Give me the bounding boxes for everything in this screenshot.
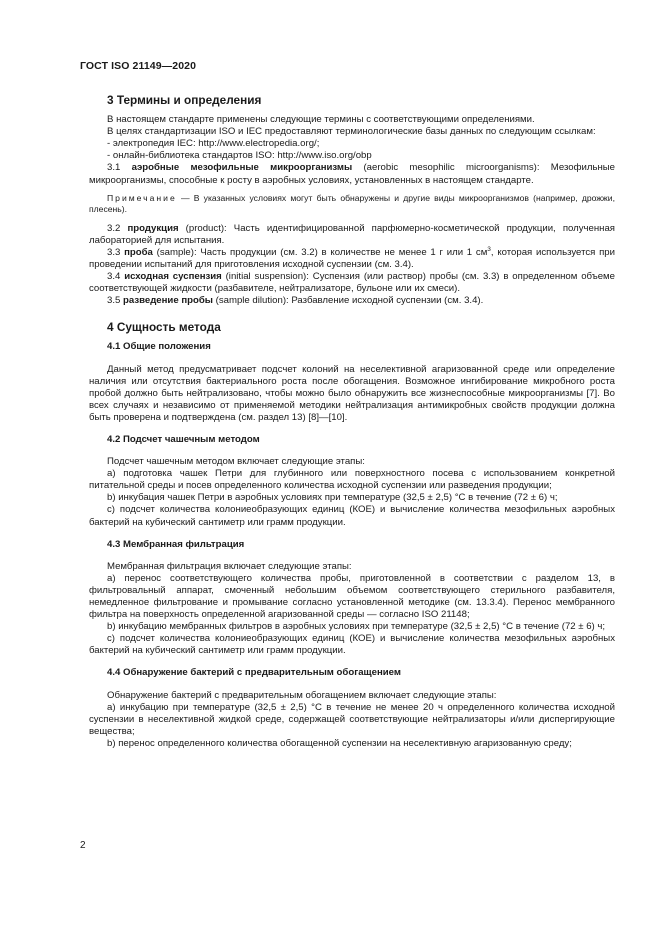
subsection-4-1-title: 4.1 Общие положения xyxy=(107,341,211,353)
list-item: a) подготовка чашек Петри для глубинного или поверхностного посева с использованием конкретной питательной среды и посев определенного количества исходной суспензии или разведения продукции; xyxy=(89,468,615,492)
term-3-1 xyxy=(89,162,615,186)
section-3-paragraph: В настоящем стандарте применены следующие термины с соответствующими определениями. xyxy=(107,114,535,126)
list-intro: Обнаружение бактерий с предварительным обогащением включает следующие этапы: xyxy=(107,689,497,701)
reference-link-iec: - электропедия IEC: http://www.electropedia.org/; xyxy=(107,138,320,150)
term-number: 3.3 xyxy=(107,246,121,258)
section-3-paragraph: В целях стандартизации ISO и IEC предоставляют терминологические базы данных по следующим ссылкам: xyxy=(107,126,596,138)
term-3-3 xyxy=(89,247,615,271)
term-3-4 xyxy=(89,271,615,295)
list-intro: Мембранная фильтрация включает следующие этапы: xyxy=(107,560,352,572)
document-body xyxy=(89,90,615,750)
term-name: исходная суспензия xyxy=(124,271,222,283)
superscript: 3 xyxy=(487,245,491,253)
reference-link-iso: - онлайн-библиотека стандартов ISO: http://www.iso.org/obp xyxy=(107,150,372,162)
list-item: a) инкубацию при температуре (32,5 ± 2,5) °С в течение не менее 20 ч определенного количества исходной суспензии в неселективной жидкой среде, содержащей соответствующие нейтрализаторы и/или диспергирующие вещества; xyxy=(89,701,615,737)
term-definition: (sample dilution): Разбавление исходной суспензии (см. 3.4). xyxy=(212,295,484,307)
term-name: разведение пробы xyxy=(123,295,213,307)
term-3-5 xyxy=(89,295,615,307)
page-number: 2 xyxy=(80,840,86,851)
list-item: a) перенос соответствующего количества пробы, приготовленной в соответствии с разделом 13, в фильтровальный аппарат, смоченный небольшим объемом соответствующего стерильного разбавителя, немедленное фильтрование и промывание согласно установленной методике (см. 13.3.4). Перенос мембранного фильтра на поверхность определенной агаризованной среды — согласно ISO 21148; xyxy=(89,572,615,621)
section-3-title: 3 Термины и определения xyxy=(107,93,262,107)
term-3-2 xyxy=(89,223,615,247)
subsection-4-2-title: 4.2 Подсчет чашечным методом xyxy=(107,433,260,445)
term-definition: (sample): Часть продукции (см. 3.2) в количестве не менее 1 г или 1 см xyxy=(152,246,488,258)
section-4-title: 4 Сущность метода xyxy=(107,320,221,335)
term-number: 3.2 xyxy=(107,222,121,234)
note-label: Примечание xyxy=(107,192,177,203)
standard-header: ГОСТ ISO 21149—2020 xyxy=(80,60,197,72)
term-definition: , которая используется при проведении испытаний для приготовления исходной суспензии (см. 3.4). xyxy=(89,246,615,270)
note-text: — В указанных условиях могут быть обнаружены и другие виды микроорганизмов (например, дрожжи, плесень). xyxy=(89,192,615,214)
note xyxy=(89,193,615,215)
list-item: b) инкубацию мембранных фильтров в аэробных условиях при температуре (32,5 ± 2,5) °С в течение (72 ± 6) ч; xyxy=(107,621,606,633)
subsection-4-1-text: Данный метод предусматривает подсчет колоний на неселективной агаризованной среде или определение наличия или отсутствия бактериального роста после обогащения. Возможное ингибирование микробного роста пробой должно быть нейтрализовано, чтобы можно было обнаружить все жизнеспособные микроорганизмы [7]. Во всех случаях и независимо от применяемой методики нейтрализация антимикробных свойств продукции должна быть проверена и подтверждена (см. раздел 13) [8]—[10]. xyxy=(89,363,615,423)
term-number: 3.4 xyxy=(107,271,121,283)
term-number: 3.5 xyxy=(107,295,121,307)
term-definition: (product): Часть идентифицированной парфюмерно-косметической продукции, полученная лабораторией для испытания. xyxy=(89,222,615,246)
subsection-4-3-title: 4.3 Мембранная фильтрация xyxy=(107,538,245,550)
list-item: c) подсчет количества колониеобразующих единиц (КОЕ) и вычисление количества мезофильных аэробных бактерий на кубический сантиметр или грамм продукции. xyxy=(89,633,615,657)
subsection-4-4-title: 4.4 Обнаружение бактерий с предварительным обогащением xyxy=(107,667,401,679)
term-definition: (aerobic mesophilic microorganisms): Мезофильные микроорганизмы, способные к росту в аэробных условиях, установленных в настоящем стандарте. xyxy=(89,162,616,186)
term-name: продукция xyxy=(127,222,179,234)
term-name: аэробные мезофильные микроорганизмы xyxy=(131,162,353,174)
term-name: проба xyxy=(124,246,153,258)
list-item: b) перенос определенного количества обогащенной суспензии на неселективную агаризованную среду; xyxy=(107,737,572,749)
term-definition: (initial suspension): Суспензия (или раствор) пробы (см. 3.3) в определенном объеме соответствующей жидкости (разбавителе, нейтрализаторе, бульоне или их смеси). xyxy=(89,271,615,295)
term-number: 3.1 xyxy=(107,162,121,174)
list-item: c) подсчет количества колониеобразующих единиц (КОЕ) и вычисление количества мезофильных аэробных бактерий на кубический сантиметр или грамм продукции. xyxy=(89,504,615,528)
list-item: b) инкубация чашек Петри в аэробных условиях при температуре (32,5 ± 2,5) °С в течение (72 ± 6) ч; xyxy=(107,492,558,504)
list-intro: Подсчет чашечным методом включает следующие этапы: xyxy=(107,456,365,468)
